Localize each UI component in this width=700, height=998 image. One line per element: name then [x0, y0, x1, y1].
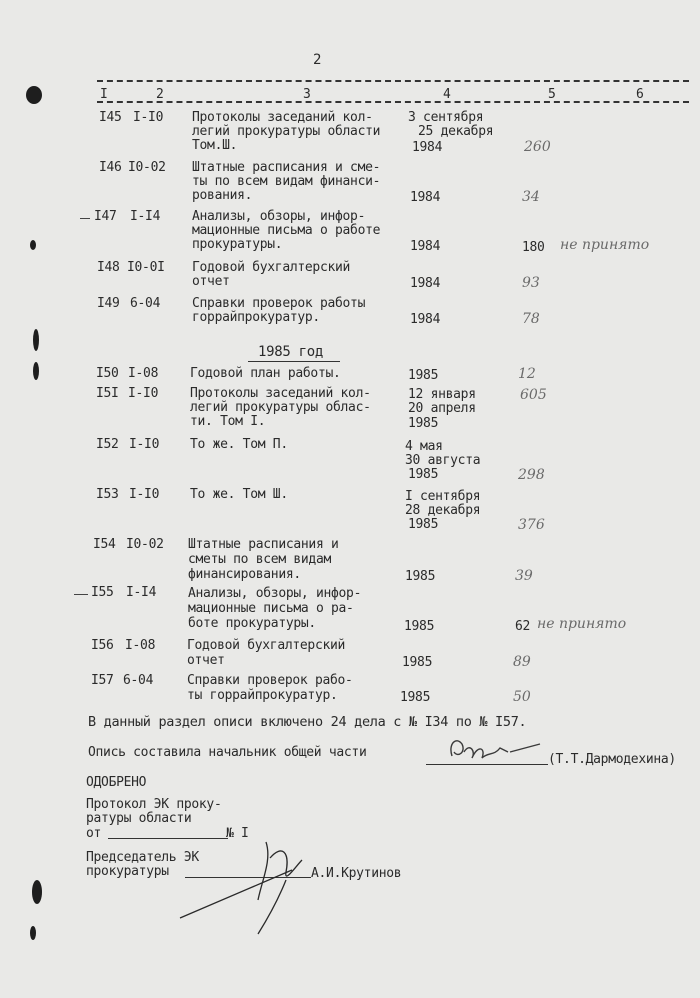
- case-title: Протоколы заседаний кол-: [192, 110, 373, 125]
- case-title: Годовой бухгалтерский: [192, 260, 351, 275]
- case-date: 1985: [400, 690, 431, 705]
- case-title: Годовой бухгалтерский: [187, 638, 346, 653]
- case-title: финансирования.: [188, 567, 301, 582]
- case-title: отчет: [192, 274, 230, 289]
- approved-label: ОДОБРЕНО: [86, 775, 147, 790]
- sheet-count: 260: [524, 139, 551, 155]
- case-title: Анализы, обзоры, инфор-: [188, 586, 362, 601]
- case-number: I45: [99, 110, 122, 125]
- scan-blot: [33, 329, 39, 351]
- chair-line: прокуратуры: [86, 864, 169, 879]
- scan-blot: [32, 880, 42, 904]
- case-date: 1985: [408, 368, 439, 383]
- case-title: ты горрайпрокуратур.: [187, 688, 338, 703]
- case-number: I54: [93, 537, 116, 552]
- case-number: I5I: [96, 386, 119, 401]
- scan-blot: [33, 362, 39, 380]
- case-number: I53: [96, 487, 119, 502]
- case-title: мационные письма о работе: [192, 223, 381, 238]
- index-code: I-I0: [128, 386, 159, 401]
- sheet-count: 89: [513, 654, 531, 670]
- case-date: 1984: [410, 190, 441, 205]
- col-header-1: I: [100, 87, 108, 102]
- case-number: I50: [96, 366, 119, 381]
- case-date: I сентября: [405, 489, 481, 504]
- chair-name: А.И.Крутинов: [311, 866, 402, 881]
- case-date: 1984: [410, 239, 441, 254]
- case-title: То же. Том П.: [190, 437, 288, 452]
- sheet-count: 376: [518, 517, 545, 533]
- index-code: I-08: [125, 638, 156, 653]
- handwritten-note: не принято: [560, 237, 650, 253]
- protocol-line: ратуры области: [86, 811, 192, 826]
- protocol-line: от: [86, 826, 102, 841]
- case-title: Штатные расписания и сме-: [192, 160, 381, 175]
- case-title: Протоколы заседаний кол-: [190, 386, 371, 401]
- index-code: I-I0: [129, 437, 160, 452]
- case-date: 20 апреля: [408, 401, 476, 416]
- case-date: 25 декабря: [418, 124, 494, 139]
- sheet-count: 93: [522, 275, 540, 291]
- scan-blot: [26, 86, 42, 104]
- case-number: I57: [91, 673, 114, 688]
- compiled-by-name: (Т.Т.Дармодехина): [548, 752, 676, 767]
- index-code: I0-0I: [127, 260, 165, 275]
- case-title: Справки проверок работы: [192, 296, 366, 311]
- sheet-count: 298: [518, 467, 545, 483]
- compiled-signature: [451, 741, 540, 758]
- sheet-count: 34: [522, 189, 540, 205]
- case-number: I49: [97, 296, 120, 311]
- case-date: 1985: [408, 517, 439, 532]
- sheet-count: 605: [520, 387, 547, 403]
- index-code: I-I4: [130, 209, 161, 224]
- col-header-5: 5: [548, 87, 556, 102]
- case-date: 1984: [410, 312, 441, 327]
- protocol-number: № I: [226, 826, 249, 841]
- section-heading: 1985 год: [258, 344, 324, 360]
- page-number: 2: [313, 52, 322, 68]
- index-code: 6-04: [130, 296, 161, 311]
- case-title: Справки проверок рабо-: [187, 673, 353, 688]
- case-date: 12 января: [408, 387, 476, 402]
- chair-signature: [180, 842, 302, 934]
- case-title: мационные письма о ра-: [188, 601, 354, 616]
- case-title: Анализы, обзоры, инфор-: [192, 209, 366, 224]
- sheet-count: 39: [515, 568, 533, 584]
- sheet-count: 78: [522, 311, 540, 327]
- case-date: 1984: [412, 140, 443, 155]
- case-date: 28 декабря: [405, 503, 481, 518]
- case-date: 1985: [408, 467, 439, 482]
- chair-line: Председатель ЭК: [86, 850, 199, 865]
- case-date: 1985: [405, 569, 436, 584]
- case-title: Штатные расписания и: [188, 537, 339, 552]
- col-header-6: 6: [636, 87, 644, 102]
- case-number: I46: [99, 160, 122, 175]
- case-date: 3 сентября: [408, 110, 484, 125]
- case-number: I48: [97, 260, 120, 275]
- case-title: Том.Ш.: [192, 138, 238, 153]
- scan-blot: [30, 240, 36, 250]
- case-date: 1985: [404, 619, 435, 634]
- case-title: прокуратуры.: [192, 237, 283, 252]
- case-date: 1984: [410, 276, 441, 291]
- case-title: легий прокуратуры облас-: [190, 400, 371, 415]
- compiled-by-label: Опись составила начальник общей части: [88, 745, 367, 760]
- index-code: I-I0: [129, 487, 160, 502]
- case-title: боте прокуратуры.: [188, 616, 316, 631]
- case-number: I56: [91, 638, 114, 653]
- sheet-count: 62: [515, 619, 531, 634]
- col-header-4: 4: [443, 87, 451, 102]
- case-number: I52: [96, 437, 119, 452]
- case-title: ты по всем видам финанси-: [192, 174, 381, 189]
- index-code: I-I0: [133, 110, 164, 125]
- index-code: I0-02: [126, 537, 164, 552]
- case-title: рования.: [192, 188, 253, 203]
- case-title: сметы по всем видам: [188, 552, 332, 567]
- case-date: 1985: [402, 655, 433, 670]
- case-title: отчет: [187, 653, 225, 668]
- case-title: легий прокуратуры области: [192, 124, 381, 139]
- index-code: I-I4: [126, 585, 157, 600]
- case-title: То же. Том Ш.: [190, 487, 288, 502]
- col-header-3: 3: [303, 87, 311, 102]
- sheet-count: 12: [518, 366, 536, 382]
- case-date: 30 августа: [405, 453, 481, 468]
- case-title: ти. Том I.: [190, 414, 266, 429]
- index-code: I0-02: [128, 160, 166, 175]
- handwritten-note: не принято: [537, 616, 627, 632]
- case-number: I47: [94, 209, 117, 224]
- index-code: 6-04: [123, 673, 154, 688]
- case-title: Годовой план работы.: [190, 366, 341, 381]
- protocol-line: Протокол ЭК проку-: [86, 797, 222, 812]
- case-number: I55: [91, 585, 114, 600]
- index-code: I-08: [128, 366, 159, 381]
- col-header-2: 2: [156, 87, 164, 102]
- sheet-count: 180: [522, 240, 545, 255]
- scan-blot: [30, 926, 36, 940]
- case-title: горрайпрокуратур.: [192, 310, 320, 325]
- summary-line: В данный раздел описи включено 24 дела с № I34 по № I57.: [88, 714, 527, 730]
- sheet-count: 50: [513, 689, 531, 705]
- case-date: 1985: [408, 416, 439, 431]
- case-date: 4 мая: [405, 439, 443, 454]
